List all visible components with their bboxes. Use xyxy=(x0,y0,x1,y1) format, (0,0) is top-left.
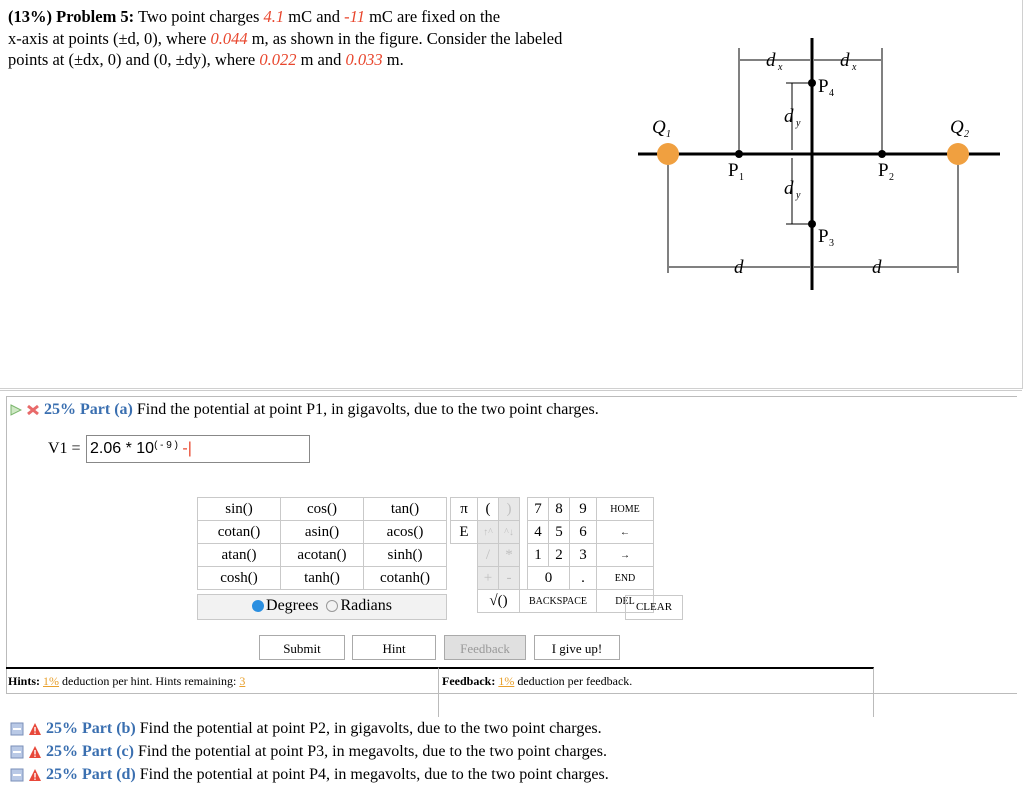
part-b-row[interactable] xyxy=(10,720,602,738)
svg-text:x: x xyxy=(778,62,783,73)
collapse-icon[interactable] xyxy=(10,768,24,782)
key-del[interactable]: DEL xyxy=(597,590,654,613)
collapse-icon[interactable] xyxy=(10,722,24,736)
key-close-paren[interactable]: ) xyxy=(499,498,520,521)
hints-label: Hints: xyxy=(8,674,41,688)
key-up-caret[interactable]: ↑^ xyxy=(478,521,499,544)
svg-text:1: 1 xyxy=(739,172,744,183)
answer-input[interactable] xyxy=(86,435,310,463)
key-end[interactable]: END xyxy=(597,567,654,590)
charge-figure xyxy=(630,38,1010,338)
charge-q2 xyxy=(947,143,969,165)
answer-label: V1 = xyxy=(48,440,81,457)
key-sin[interactable]: sin() xyxy=(198,498,281,521)
part-d-row[interactable] xyxy=(10,766,609,784)
svg-text:2: 2 xyxy=(889,172,894,183)
d-value: 0.044 xyxy=(210,28,248,48)
key-asin[interactable]: asin() xyxy=(281,521,364,544)
statement-text: m. xyxy=(382,50,404,69)
part-c-text: Find the potential at point P3, in megavolts, due to the two point charges. xyxy=(137,743,607,760)
svg-text:1: 1 xyxy=(666,129,671,140)
incorrect-x-icon xyxy=(26,403,40,417)
degrees-radio[interactable] xyxy=(252,600,264,612)
feedback-bar xyxy=(439,667,874,717)
numeric-keypad xyxy=(450,497,654,613)
key-atan[interactable]: atan() xyxy=(198,544,281,567)
key-4[interactable]: 4 xyxy=(528,521,549,544)
angle-mode xyxy=(197,594,447,620)
key-9[interactable]: 9 xyxy=(570,498,597,521)
part-a-header[interactable] xyxy=(10,401,599,419)
label-p1: P xyxy=(728,160,739,181)
label-p2: P xyxy=(878,160,889,181)
label-d: d xyxy=(872,257,882,278)
label-q2: Q xyxy=(950,117,964,138)
key-5[interactable]: 5 xyxy=(549,521,570,544)
label-q1: Q xyxy=(652,117,666,138)
problem-statement xyxy=(8,6,628,71)
point-p1 xyxy=(735,150,743,158)
svg-text:y: y xyxy=(796,118,801,129)
warning-icon xyxy=(28,768,42,782)
label-p4: P xyxy=(818,76,829,97)
svg-text:3: 3 xyxy=(829,238,834,249)
degrees-label: Degrees xyxy=(266,597,319,614)
q1-value: 4.1 xyxy=(263,7,285,26)
key-divide[interactable]: / xyxy=(478,544,499,567)
key-tanh[interactable]: tanh() xyxy=(281,567,364,590)
key-7[interactable]: 7 xyxy=(528,498,549,521)
key-6[interactable]: 6 xyxy=(570,521,597,544)
key-down-caret[interactable]: ^↓ xyxy=(499,521,520,544)
problem-title: Problem 5: xyxy=(56,7,135,26)
statement-text: mC are fixed on the xyxy=(364,7,501,26)
key-1[interactable]: 1 xyxy=(528,544,549,567)
feedback-label: Feedback: xyxy=(442,674,496,688)
svg-text:x: x xyxy=(852,62,857,73)
part-a-text: Find the potential at point P1, in gigavolts, due to the two point charges. xyxy=(136,401,599,418)
answer-main: 2.06 * 10 xyxy=(90,440,155,457)
dx-value: 0.022 xyxy=(259,50,297,69)
feedback-text: deduction per feedback. xyxy=(514,674,633,688)
feedback-button[interactable]: Feedback xyxy=(444,635,526,660)
key-cotan[interactable]: cotan() xyxy=(198,521,281,544)
separator xyxy=(0,390,1022,391)
charge-q1 xyxy=(657,143,679,165)
problem-percent: (13%) xyxy=(8,7,52,26)
hint-button[interactable]: Hint xyxy=(352,635,436,660)
point-p2 xyxy=(878,150,886,158)
key-tan[interactable]: tan() xyxy=(364,498,447,521)
hints-percent: 1% xyxy=(43,674,60,688)
function-keypad xyxy=(197,497,447,590)
svg-text:y: y xyxy=(796,190,801,201)
point-p3 xyxy=(808,220,816,228)
key-cos[interactable]: cos() xyxy=(281,498,364,521)
feedback-percent: 1% xyxy=(498,674,515,688)
statement-text: Two point charges xyxy=(138,7,264,26)
part-c-row[interactable] xyxy=(10,743,607,761)
key-left-arrow[interactable]: ← xyxy=(597,521,654,544)
label-dx: d xyxy=(840,50,850,71)
hints-bar xyxy=(6,667,439,717)
statement-text: m, as shown in the figure. Consider the labeled xyxy=(247,28,563,48)
key-dot[interactable]: . xyxy=(570,567,597,590)
key-2[interactable]: 2 xyxy=(549,544,570,567)
key-clear[interactable]: CLEAR xyxy=(625,595,683,620)
hints-remaining: 3 xyxy=(239,674,246,688)
key-3[interactable]: 3 xyxy=(570,544,597,567)
give-up-button[interactable]: I give up! xyxy=(534,635,620,660)
part-b-percent: 25% Part (b) xyxy=(46,720,136,737)
key-acos[interactable]: acos() xyxy=(364,521,447,544)
key-acotan[interactable]: acotan() xyxy=(281,544,364,567)
dy-value: 0.033 xyxy=(345,50,383,69)
key-8[interactable]: 8 xyxy=(549,498,570,521)
key-sqrt[interactable]: √() xyxy=(478,590,520,613)
statement-text: m and xyxy=(296,50,346,69)
label-dy: d xyxy=(784,178,794,199)
key-0[interactable]: 0 xyxy=(528,567,570,590)
key-home[interactable]: HOME xyxy=(597,498,654,521)
key-open-paren[interactable]: ( xyxy=(478,498,499,521)
label-dy: d xyxy=(784,106,794,127)
key-cosh[interactable]: cosh() xyxy=(198,567,281,590)
key-minus[interactable]: - xyxy=(499,567,520,590)
key-sinh[interactable]: sinh() xyxy=(364,544,447,567)
radians-radio[interactable] xyxy=(326,600,338,612)
part-d-text: Find the potential at point P4, in megavolts, due to the two point charges. xyxy=(139,766,609,783)
hints-text: deduction per hint. Hints remaining: xyxy=(59,674,240,688)
svg-text:4: 4 xyxy=(829,88,834,99)
part-a-percent: 25% Part (a) xyxy=(44,401,133,418)
warning-icon xyxy=(28,745,42,759)
key-pi[interactable]: π xyxy=(451,498,478,521)
collapse-icon[interactable] xyxy=(10,745,24,759)
part-c-percent: 25% Part (c) xyxy=(46,743,134,760)
expand-arrow-icon[interactable] xyxy=(10,404,22,416)
part-d-percent: 25% Part (d) xyxy=(46,766,136,783)
radians-label: Radians xyxy=(340,597,392,614)
text-caret: -| xyxy=(182,440,192,457)
key-e[interactable]: E xyxy=(451,521,478,544)
answer-exponent: ( - 9 ) xyxy=(154,440,178,451)
key-right-arrow[interactable]: → xyxy=(597,544,654,567)
q2-value: -11 xyxy=(344,7,365,26)
key-cotanh[interactable]: cotanh() xyxy=(364,567,447,590)
label-dx: d xyxy=(766,50,776,71)
label-d: d xyxy=(734,257,744,278)
point-p4 xyxy=(808,79,816,87)
part-b-text: Find the potential at point P2, in gigavolts, due to the two point charges. xyxy=(139,720,602,737)
svg-text:2: 2 xyxy=(964,129,969,140)
statement-text: x-axis at points (±d, 0), where xyxy=(8,28,211,48)
key-plus[interactable]: + xyxy=(478,567,499,590)
key-backspace[interactable]: BACKSPACE xyxy=(520,590,597,613)
submit-button[interactable]: Submit xyxy=(259,635,345,660)
warning-icon xyxy=(28,722,42,736)
key-multiply[interactable]: * xyxy=(499,544,520,567)
label-p3: P xyxy=(818,226,829,247)
statement-text: points at (±dx, 0) and (0, ±dy), where xyxy=(8,50,260,69)
statement-text: mC and xyxy=(284,7,345,26)
